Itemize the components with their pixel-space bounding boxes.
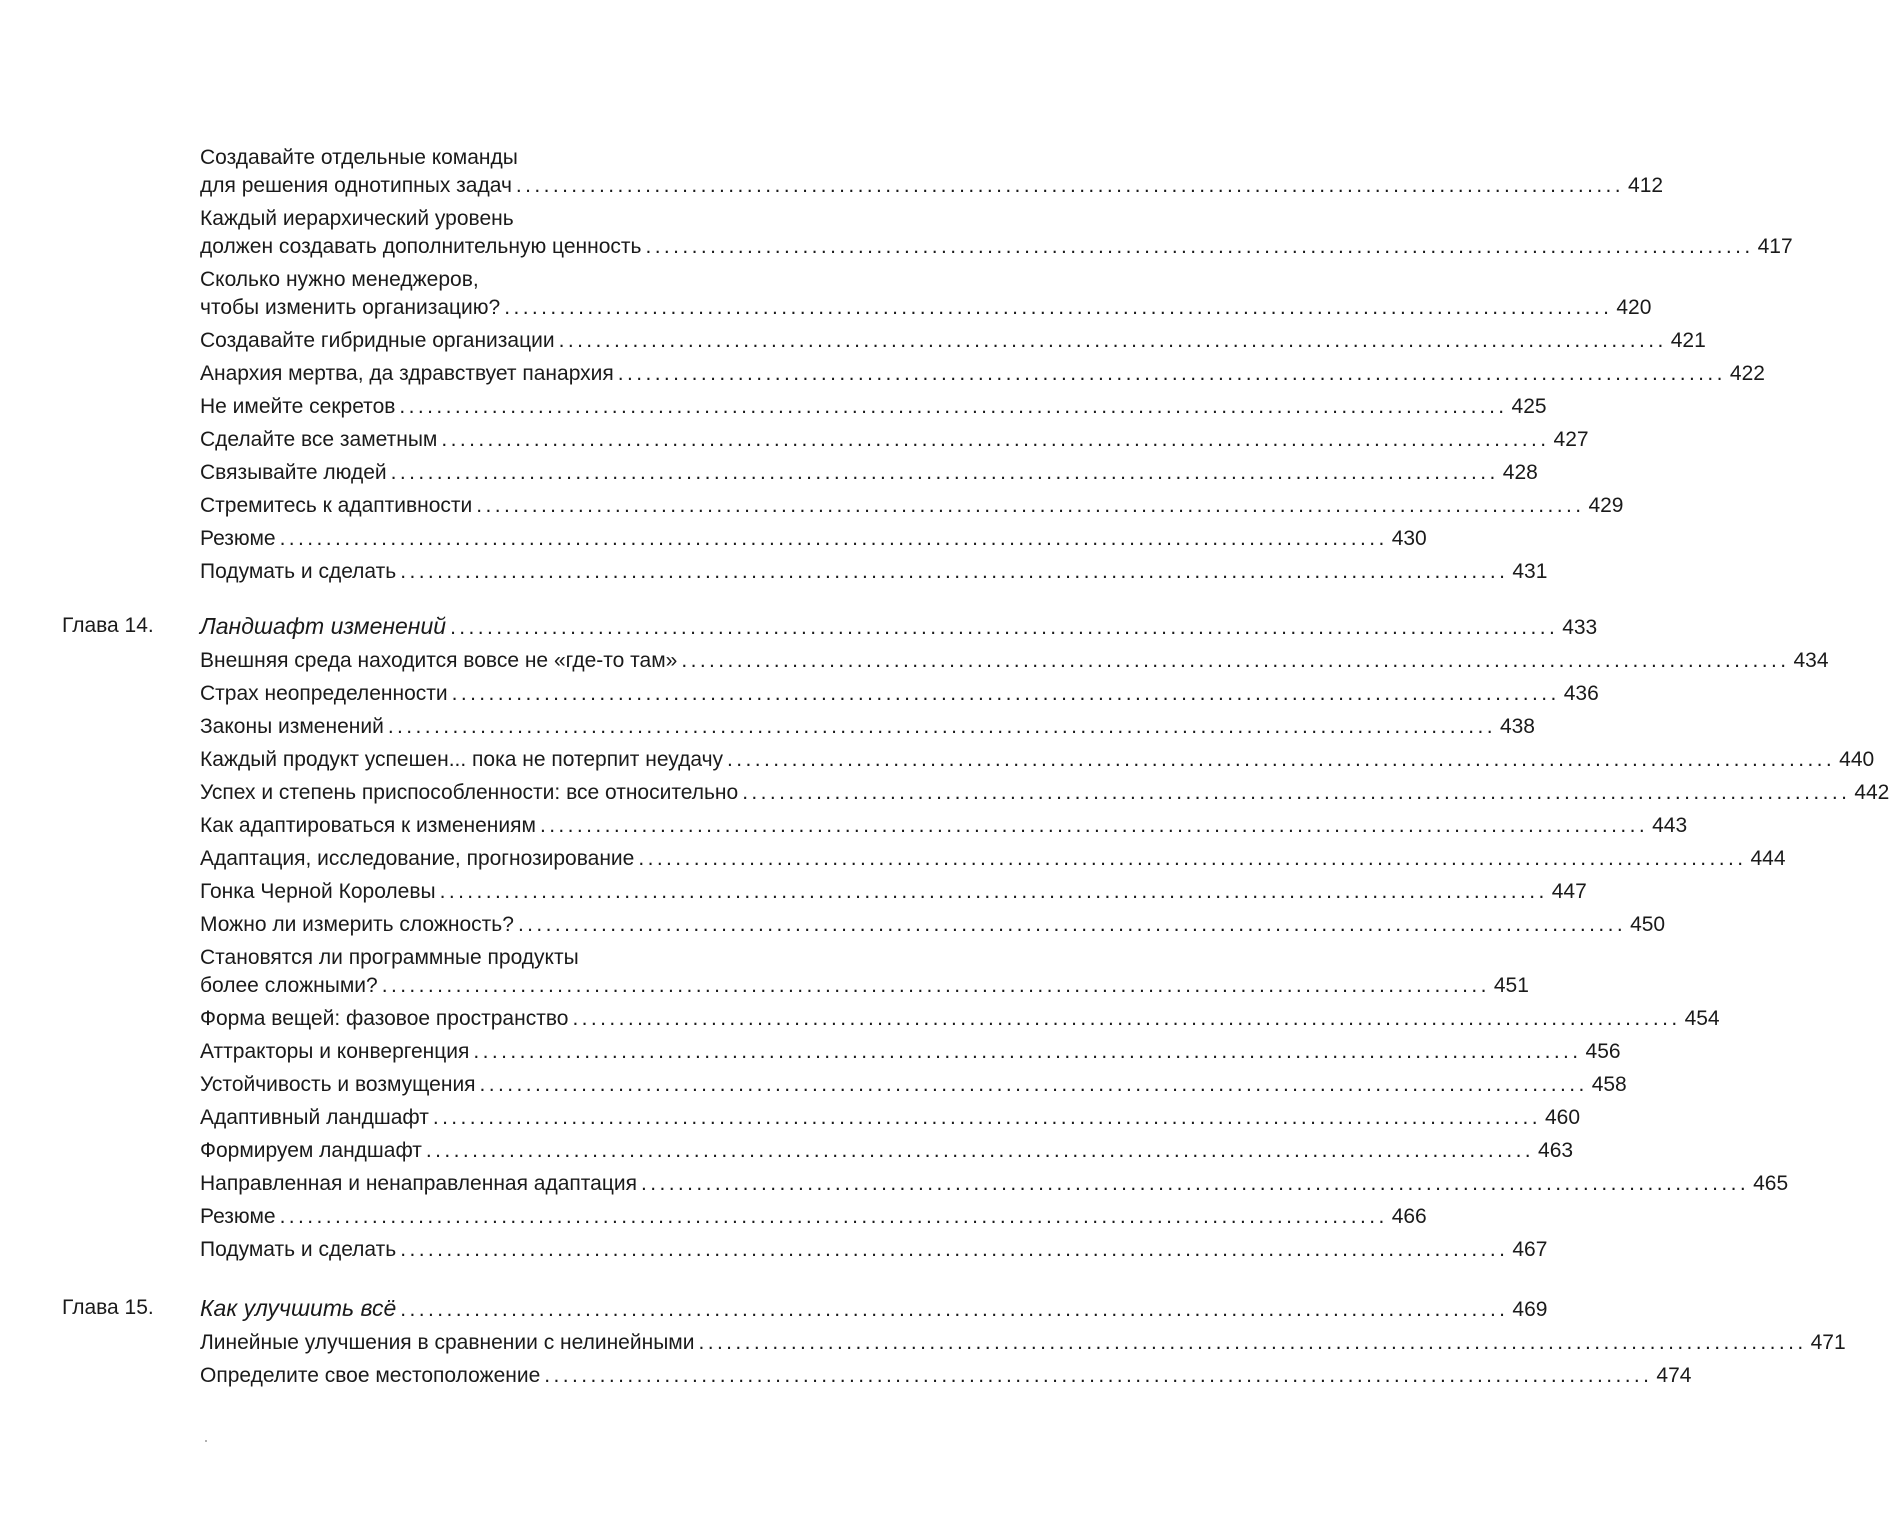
dot-leader: ........................................................................................................................ — [473, 1040, 1582, 1063]
toc-entry — [200, 779, 1889, 807]
toc-entry-title: Можно ли измерить сложность? — [200, 913, 514, 936]
toc-entry — [200, 1005, 1720, 1033]
toc-entry-page: 444 — [1750, 847, 1786, 870]
dot-leader: ........................................................................................................................ — [425, 1139, 1535, 1162]
toc-entry — [200, 393, 1547, 421]
dot-leader: ........................................................................................................................ — [544, 1364, 1653, 1387]
toc-entry-title: Адаптация, исследование, прогнозирование — [200, 847, 635, 870]
dot-leader: ........................................................................................................................ — [399, 395, 1508, 418]
toc-entry — [200, 1104, 1581, 1132]
toc-entry-title: Анархия мертва, да здравствует панархия — [200, 362, 614, 385]
toc-entry-title: Аттракторы и конвергенция — [200, 1040, 470, 1063]
toc-entry-page: 420 — [1616, 296, 1652, 319]
toc-entry — [200, 845, 1786, 873]
toc-entry-title: более сложными? — [200, 974, 378, 997]
toc-entry-title: Подумать и сделать — [200, 560, 397, 583]
toc-entry — [200, 492, 1624, 520]
toc-entry-title: Как адаптироваться к изменениям — [200, 814, 536, 837]
dot-leader: ........................................................................................................................ — [479, 1073, 1588, 1096]
dot-leader: ........................................................................................................................ — [400, 560, 1509, 583]
toc-entry — [200, 1362, 1692, 1390]
toc-entry-page: 463 — [1538, 1139, 1574, 1162]
toc-entry-title: Не имейте секретов — [200, 395, 396, 418]
toc-entry-title: Страх неопределенности — [200, 682, 448, 705]
dot-leader: ........................................................................................................................ — [279, 1205, 1388, 1228]
toc-entry — [200, 1071, 1627, 1099]
toc-entry-page: 429 — [1588, 494, 1624, 517]
toc-entry-page: 440 — [1839, 748, 1875, 771]
toc-entry-page: 442 — [1854, 781, 1889, 804]
dot-leader: ........................................................................................................................ — [727, 748, 1836, 771]
toc-entry-title-line1: Сколько нужно менеджеров, — [200, 268, 479, 291]
dot-leader: ........................................................................................................................ — [381, 974, 1490, 997]
toc-entry-title: для решения однотипных задач — [200, 174, 512, 197]
toc-entry-page: 425 — [1511, 395, 1547, 418]
toc-entry-page: 458 — [1591, 1073, 1627, 1096]
toc-entry — [200, 647, 1829, 675]
dot-leader: ........................................................................................................................ — [539, 814, 1649, 837]
toc-entry-title: Устойчивость и возмущения — [200, 1073, 476, 1096]
chapter-heading — [62, 612, 1598, 642]
toc-entry-page: 431 — [1512, 560, 1548, 583]
toc-entry-page: 430 — [1391, 527, 1427, 550]
toc-entry — [200, 944, 1529, 1000]
dot-leader: ........................................................................................................................ — [638, 847, 1747, 870]
dot-leader: ........................................................................................................................ — [441, 428, 1550, 451]
chapter-page: 433 — [1562, 616, 1598, 639]
chapter-label: Глава 15. — [62, 1296, 154, 1319]
toc-entry — [200, 1038, 1621, 1066]
chapter-title: Как улучшить всё — [200, 1295, 397, 1321]
toc-section-continued — [200, 144, 1793, 591]
toc-chapter-14 — [62, 612, 1889, 1269]
toc-entry-page: 417 — [1757, 235, 1793, 258]
dot-leader: ........................................................................................................................ — [387, 715, 1496, 738]
toc-entry-title-line1: Становятся ли программные продукты — [200, 946, 579, 969]
toc-entry-page: 422 — [1729, 362, 1765, 385]
toc-entry — [200, 1236, 1548, 1264]
toc-entry-title: Подумать и сделать — [200, 1238, 397, 1261]
toc-entry-page: 438 — [1499, 715, 1535, 738]
toc-entry-page: 465 — [1753, 1172, 1789, 1195]
dot-leader: ........................................................................................................................ — [698, 1331, 1807, 1354]
toc-entry — [200, 327, 1706, 355]
toc-entry — [200, 525, 1427, 553]
dot-leader: ........................................................................................................................ — [645, 235, 1754, 258]
toc-entry — [200, 360, 1765, 388]
toc-entry-page: 443 — [1652, 814, 1688, 837]
toc-entry-page: 474 — [1656, 1364, 1692, 1387]
toc-entry — [200, 812, 1688, 840]
toc-entry-page: 456 — [1585, 1040, 1621, 1063]
dot-leader: ........................................................................................................................ — [390, 461, 1499, 484]
toc-entry — [200, 1203, 1427, 1231]
toc-entry-page: 412 — [1628, 174, 1664, 197]
toc-entry-page: 434 — [1793, 649, 1829, 672]
dot-leader: ........................................................................................................................ — [451, 682, 1560, 705]
toc-chapter-15 — [62, 1294, 1846, 1395]
toc-entry-title: Внешняя среда находится вовсе не «где-то там» — [200, 649, 678, 672]
chapter-heading — [62, 1294, 1548, 1324]
chapter-page: 469 — [1512, 1298, 1548, 1321]
toc-entry — [200, 746, 1875, 774]
dot-leader: ........................................................................................................................ — [432, 1106, 1541, 1129]
toc-entry — [200, 459, 1538, 487]
dot-leader: ........................................................................................................................ — [504, 296, 1613, 319]
toc-entry-title: Каждый продукт успешен... пока не потерпит неудачу — [200, 748, 724, 771]
toc-entry-title-line1: Каждый иерархический уровень — [200, 207, 514, 230]
toc-entry — [200, 1329, 1846, 1357]
dot-leader: ........................................................................................................................ — [517, 913, 1627, 936]
toc-entry-page: 450 — [1630, 913, 1666, 936]
scan-speck — [205, 1440, 207, 1442]
toc-entry-title: Линейные улучшения в сравнении с нелинейными — [200, 1331, 695, 1354]
chapter-title: Ландшафт изменений — [200, 613, 447, 639]
toc-entry-title: Форма вещей: фазовое пространство — [200, 1007, 569, 1030]
dot-leader: ........................................................................................................................ — [572, 1007, 1681, 1030]
dot-leader: ........................................................................................................................ — [450, 616, 1559, 639]
toc-entry-title-line1: Создавайте отдельные команды — [200, 146, 518, 169]
toc-entry-title: должен создавать дополнительную ценность — [200, 235, 642, 258]
dot-leader: ........................................................................................................................ — [439, 880, 1548, 903]
toc-entry-title: Формируем ландшафт — [200, 1139, 422, 1162]
toc-entry-title: Сделайте все заметным — [200, 428, 438, 451]
toc-entry-title: Резюме — [200, 1205, 276, 1228]
toc-entry-page: 454 — [1684, 1007, 1720, 1030]
toc-entry-page: 451 — [1493, 974, 1529, 997]
dot-leader: ........................................................................................................................ — [400, 1238, 1509, 1261]
toc-entry — [200, 878, 1587, 906]
toc-entry-page: 447 — [1551, 880, 1587, 903]
toc-entry — [200, 426, 1589, 454]
dot-leader: ........................................................................................................................ — [558, 329, 1667, 352]
toc-entry-title: Резюме — [200, 527, 276, 550]
dot-leader: ........................................................................................................................ — [742, 781, 1851, 804]
toc-entry-page: 421 — [1670, 329, 1706, 352]
toc-entry-page: 471 — [1810, 1331, 1846, 1354]
dot-leader: ........................................................................................................................ — [617, 362, 1726, 385]
toc-entry-title: Успех и степень приспособленности: все относительно — [200, 781, 739, 804]
dot-leader: ........................................................................................................................ — [279, 527, 1388, 550]
toc-entry-title: чтобы изменить организацию? — [200, 296, 501, 319]
toc-entry-title: Законы изменений — [200, 715, 384, 738]
toc-entry — [200, 144, 1664, 200]
toc-entry — [200, 911, 1666, 939]
dot-leader: ........................................................................................................................ — [515, 174, 1625, 197]
toc-entry-title: Адаптивный ландшафт — [200, 1106, 429, 1129]
dot-leader: ........................................................................................................................ — [681, 649, 1790, 672]
toc-entry-page: 428 — [1502, 461, 1538, 484]
toc-entry-page: 436 — [1563, 682, 1599, 705]
toc-entry-page: 460 — [1544, 1106, 1581, 1129]
toc-entry-title: Определите свое местоположение — [200, 1364, 541, 1387]
toc-entry-title: Стремитесь к адаптивности — [200, 494, 473, 517]
toc-entry — [200, 266, 1652, 322]
toc-entry — [200, 1137, 1574, 1165]
toc-entry-page: 467 — [1512, 1238, 1548, 1261]
toc-entry-page: 466 — [1391, 1205, 1427, 1228]
toc-entry-title: Гонка Черной Королевы — [200, 880, 436, 903]
toc-entry-page: 427 — [1553, 428, 1589, 451]
dot-leader: ........................................................................................................................ — [400, 1298, 1509, 1321]
chapter-label: Глава 14. — [62, 614, 154, 637]
toc-entry — [200, 1170, 1789, 1198]
toc-entry — [200, 558, 1548, 586]
toc-entry — [200, 713, 1535, 741]
toc-entry-title: Связывайте людей — [200, 461, 387, 484]
toc-entry — [200, 680, 1599, 708]
toc-entry-title: Направленная и ненаправленная адаптация — [200, 1172, 637, 1195]
toc-entry — [200, 205, 1793, 261]
dot-leader: ........................................................................................................................ — [476, 494, 1585, 517]
dot-leader: ........................................................................................................................ — [640, 1172, 1750, 1195]
toc-entry-title: Создавайте гибридные организации — [200, 329, 555, 352]
